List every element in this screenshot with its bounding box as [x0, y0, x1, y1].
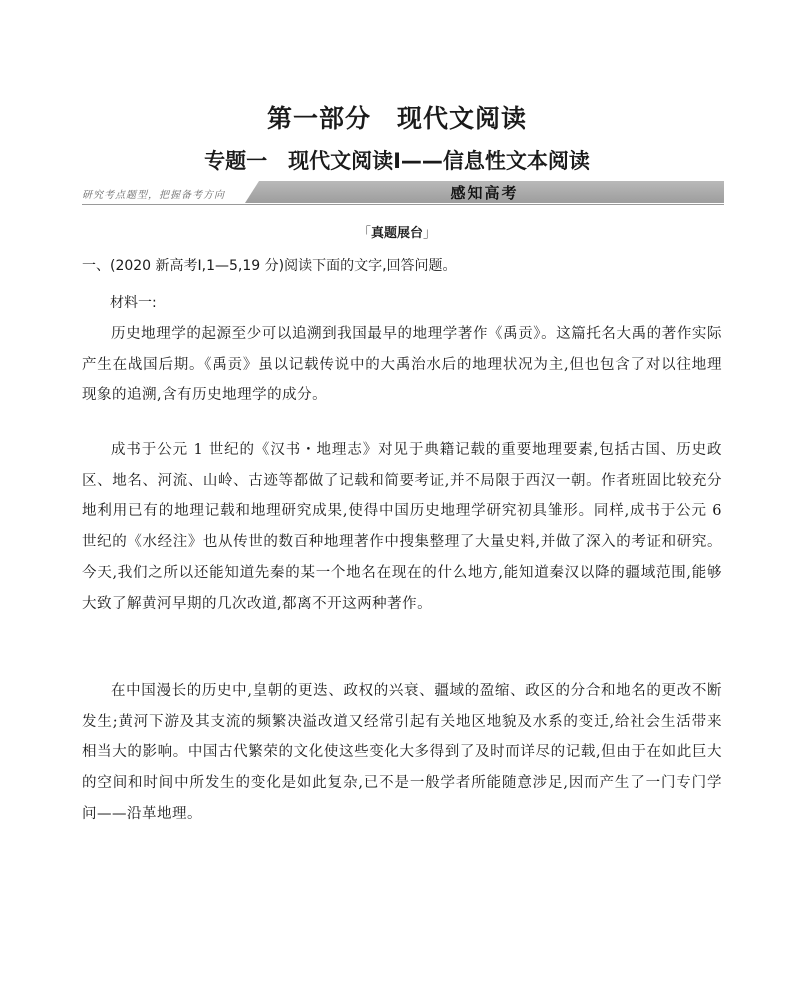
paragraph-3: 在中国漫长的历史中,皇朝的更迭、政权的兴衰、疆域的盈缩、政区的分合和地名的更改不断发生;黄河下游及其支流的频繁决溢改道又经常引起有关地区地貌及水系的变迁,给社会生活带来相当大的影响。中国古代繁荣的文化使这些变化大多得到了及时而详尽的记载,但由于在如此巨大的空间和时间中所发生的变化是如此复杂,已不是一般学者所能随意涉足,因而产生了一门专门学问——沿革地理。 [82, 683, 722, 822]
section-tag-open: 「 [357, 226, 371, 241]
section-tag-close: 」 [423, 226, 437, 241]
part-title: 第一部分 现代文阅读 [266, 104, 527, 133]
banner-tagline: 研究考点题型，把握备考方向 [82, 189, 225, 201]
material-label: 材料一: [110, 295, 157, 311]
paragraph-2: 成书于公元 1 世纪的《汉书・地理志》对见于典籍记载的重要地理要素,包括古国、历史政区、地名、河流、山岭、古迹等都做了记载和简要考证,并不局限于西汉一朝。作者班固比较充分地利用已有的地理记载和地理研究成果,使得中国历史地理学研究初具雏形。同样,成书于公元 6 世纪的《水经注》也从传世的数百种地理著作中搜集整理了大量史料,并做了深入的考证和研究。今天,我们之所以还能知道先秦的某一个地名在现在的什么地方,能知道秦汉以降的疆域范围,能够大致了解黄河早期的几次改道,都离不开这两种著作。 [82, 442, 722, 612]
topic-title: 专题一 现代文阅读Ⅰ——信息性文本阅读 [204, 149, 590, 173]
question-prompt: 一、(2020 新高考Ⅰ,1—5,19 分)阅读下面的文字,回答问题。 [82, 258, 457, 274]
banner-title: 感知高考 [450, 184, 519, 202]
paragraph-1: 历史地理学的起源至少可以追溯到我国最早的地理学著作《禹贡》。这篇托名大禹的著作实际产生在战国后期。《禹贡》虽以记载传说中的大禹治水后的地理状况为主,但也包含了对以往地理现象的追溯,含有历史地理学的成分。 [82, 326, 722, 404]
section-tag [0, 222, 794, 241]
section-banner [82, 180, 724, 206]
section-tag-label: 真题展台 [370, 226, 423, 241]
banner-divider [82, 204, 724, 205]
